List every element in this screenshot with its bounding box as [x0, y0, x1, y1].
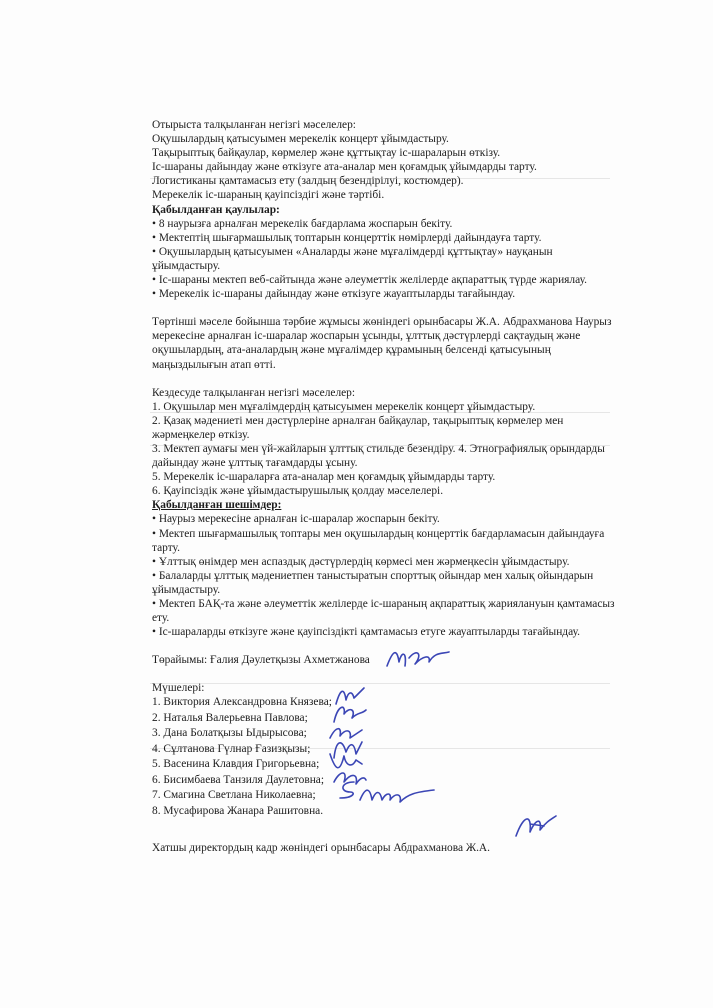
member-line: 1. Виктория Александровна Князева; — [152, 696, 332, 709]
secretary-line: Хатшы директордың кадр жөніндегі орынбасары Абдрахманова Ж.А. — [152, 842, 491, 855]
fourth-question-paragraph: Төртінші мәселе бойынша тәрбие жұмысы жөніндегі орынбасары Ж.А. Абдрахманова Наурыз мерекесіне арналған іс-шаралар жоспарын ұсынды, ұлттық дәстүрлерді сақтаудың және оқушылардың, ата-аналардың және мұғалімдер құрамының белсенді қатысуының маңыздылығын атап өтті. — [152, 316, 612, 371]
member-signature-8 — [356, 782, 438, 810]
protocol-text — [152, 118, 622, 856]
decision-item: • Іс-шараны мектеп веб-сайтында және әлеуметтік желілерде ақпараттық түрде жариялау. — [152, 274, 587, 287]
decision-item: • Мерекелік іс-шараны дайындау және өткізуге жауаптыларды тағайындау. — [152, 288, 516, 301]
discussed-item: Логистиканы қамтамасыз ету (залдың безендірілуі, костюмдер). — [152, 175, 464, 188]
resolution-item: • Іс-шараларды өткізуге және қауіпсіздікті қамтамасыз етуге жауаптыларды тағайындау. — [152, 626, 580, 639]
member-line: 2. Наталья Валерьевна Павлова; — [152, 711, 308, 724]
decision-item: • Мектептің шығармашылық топтарын концерттік нөмірлерді дайындауға тарту. — [152, 231, 542, 244]
chair-line: Төрайымы: Ғалия Дәулетқызы Ахметжанова — [152, 654, 370, 667]
resolution-item: • Мектеп БАҚ-та және әлеуметтік желілерде іс-шараның ақпараттық жариялануын қамтамасыз ету. — [152, 598, 615, 625]
resolution-item: • Мектеп шығармашылық топтары мен оқушылардың концерттік бағдарламасын дайындауға тарту. — [152, 527, 605, 554]
member-line: 7. Смагина Светлана Николаевна; — [152, 789, 316, 802]
resolution-item: • Наурыз мерекесіне арналған іс-шаралар жоспарын бекіту. — [152, 513, 440, 526]
decisions-title: Қабылданған қаулылар: — [152, 203, 280, 216]
resolutions-title: Қабылданған шешімдер: — [152, 499, 282, 512]
member-line: 8. Мусафирова Жанара Рашитовна. — [152, 804, 324, 817]
member-line: 3. Дана Болатқызы Ыдырысова; — [152, 727, 307, 740]
meeting-title: Кездесуде талқыланған негізгі мәселелер: — [152, 386, 356, 399]
discussed-item: Мерекелік іс-шараның қауіпсіздігі және тәртібі. — [152, 189, 385, 202]
meeting-item: 3. Мектеп аумағы мен үй-жайларын ұлттық стильде безендіру. 4. Этнографиялық орындарды дайындау және ұлттық тағамдарды ұсыну. — [152, 442, 605, 470]
discussed-item: Іс-шараны дайындау және өткізуге ата-аналар мен қоғамдық ұйымдарды тарту. — [152, 161, 537, 174]
discussed-item: Оқушылардың қатысуымен мерекелік концерт ұйымдастыру. — [152, 133, 449, 146]
member-line: 6. Бисимбаева Танзиля Даулетовна; — [152, 773, 325, 786]
discussed-item: Тақырыптық байқаулар, көрмелер және құттықтау іс-шараларын өткізу. — [152, 147, 501, 160]
member-line: 5. Васенина Клавдия Григорьевна; — [152, 758, 320, 771]
discussed-title: Отырыста талқыланған негізгі мәселелер: — [152, 119, 356, 131]
meeting-item: 2. Қазақ мәдениеті мен дәстүрлеріне арналған байқаулар, тақырыптық көрмелер мен жәрмеңкелер өткізу. — [152, 414, 564, 441]
decision-item: • Оқушылардың қатысуымен «Аналарды және мұғалімдерді құттықтау» науқанын ұйымдастыру. — [152, 245, 553, 272]
resolution-item: • Ұлттық өнімдер мен аспаздық дәстүрлердің көрмесі мен жәрмеңкесін ұйымдастыру. — [152, 555, 570, 568]
members-title: Мүшелері: — [152, 682, 205, 695]
meeting-item: 1. Оқушылар мен мұғалімдердің қатысуымен мерекелік концерт ұйымдастыру. — [152, 400, 536, 413]
secretary-signature — [510, 808, 560, 844]
meeting-item: 6. Қауіпсіздік және ұйымдастырушылық қолдау мәселелері. — [152, 485, 444, 498]
member-line: 4. Сұлтанова Гүлнар Ғазизқызы; — [152, 742, 311, 755]
chair-signature — [383, 640, 453, 678]
decision-item: • 8 наурызға арналған мерекелік бағдарлама жоспарын бекіту. — [152, 217, 453, 230]
meeting-item: 5. Мерекелік іс-шараларға ата-аналар мен қоғамдық ұйымдарды тарту. — [152, 471, 496, 484]
resolution-item: • Балаларды ұлттық мәдениетпен таныстыратын спорттық ойындар мен халық ойындарын ұйымдастыру. — [152, 569, 594, 596]
